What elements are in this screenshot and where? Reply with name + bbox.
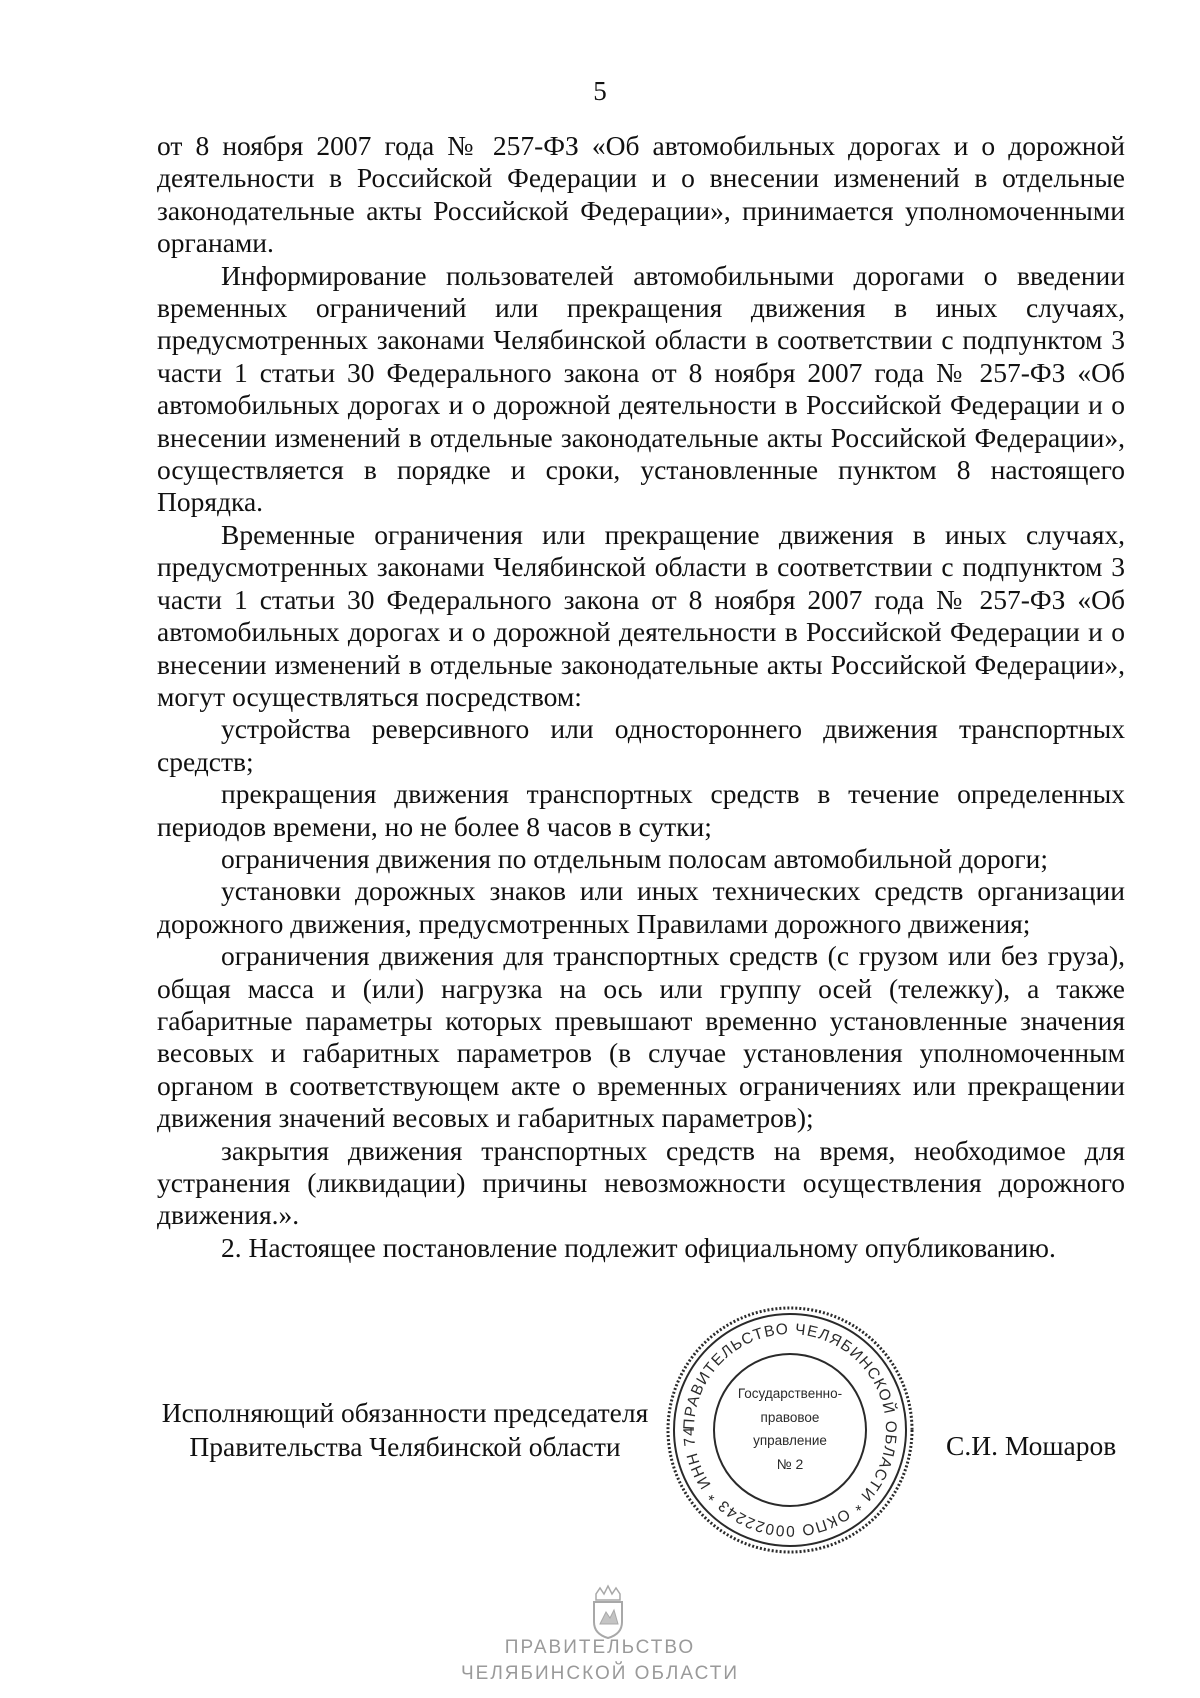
stamp-graphic	[660, 1300, 920, 1560]
signatory-name: С.И. Мошаров	[946, 1430, 1117, 1461]
watermark-line1: ПРАВИТЕЛЬСТВО	[504, 1637, 696, 1658]
stamp-center-line1: Государственно-	[737, 1386, 843, 1401]
watermark-line2: ЧЕЛЯБИНСКОЙ ОБЛАСТИ	[461, 1663, 739, 1684]
signatory-position	[140, 1396, 670, 1464]
list-item-weight-restriction: ограничения движения для транспортных средств (с грузом или без груза), общая масса и (или) нагрузка на ось или группу осей (тележку), а также габаритные параметры которых превышают временно установленные значения весовых и габаритных параметров (в случае установления уполномоченным органом в соответствующем акте о временных ограничениях или прекращении движения значений весовых и габаритных параметров);	[157, 940, 1125, 1134]
paragraph-continuation: от 8 ноября 2007 года № 257-ФЗ «Об автомобильных дорогах и о дорожной деятельности в Российской Федерации и о внесении изменений в отдельные законодательные акты Российской Федерации», принимается уполномоченными органами.	[157, 130, 1125, 259]
list-item-road-closure: закрытия движения транспортных средств на время, необходимое для устранения (ликвидации) причины невозможности осуществления дорожного движения.».	[157, 1134, 1125, 1231]
stamp-center-line4: № 2	[776, 1456, 804, 1472]
list-item-traffic-stop: прекращения движения транспортных средств в течение определенных периодов времени, но не более 8 часов в сутки;	[157, 778, 1125, 842]
list-item-road-signs: установки дорожных знаков или иных технических средств организации дорожного движения, предусмотренных Правилами дорожного движения;	[157, 875, 1125, 939]
stamp-center-line3: управление	[753, 1433, 827, 1448]
document-body	[157, 130, 1125, 1264]
signatory-position-line2: Правительства Челябинской области	[189, 1431, 621, 1462]
coat-of-arms-icon	[588, 1580, 628, 1640]
page-number: 5	[593, 76, 607, 106]
stamp-outer-ring	[668, 1308, 912, 1552]
stamp-ring-text: ПРАВИТЕЛЬСТВО ЧЕЛЯБИНСКОЙ ОБЛАСТИ * ОКПО 00022243 * ИНН 74	[680, 1320, 900, 1540]
official-stamp	[660, 1300, 920, 1560]
stamp-inner-ring	[714, 1354, 866, 1506]
list-item-reversible-traffic: устройства реверсивного или одностороннего движения транспортных средств;	[157, 713, 1125, 777]
signatory-position-line1: Исполняющий обязанности председателя	[161, 1397, 649, 1428]
paragraph-informing: Информирование пользователей автомобильными дорогами о введении временных ограничений или прекращения движения в иных случаях, предусмотренных законами Челябинской области в соответствии с подпунктом 3 части 1 статьи 30 Федерального закона от 8 ноября 2007 года № 257-ФЗ «Об автомобильных дорогах и о дорожной деятельности в Российской Федерации и о внесении изменений в отдельные законодательные акты Российской Федерации», осуществляется в порядке и сроки, установленные пунктом 8 настоящего Порядка.	[157, 259, 1125, 518]
paragraph-publication: 2. Настоящее постановление подлежит официальному опубликованию.	[221, 1231, 1056, 1263]
list-item-lane-restriction: ограничения движения по отдельным полосам автомобильной дороги;	[221, 842, 1048, 874]
stamp-ring	[674, 1314, 906, 1546]
paragraph-temporary-restrictions: Временные ограничения или прекращение движения в иных случаях, предусмотренных законами Челябинской области в соответствии с подпунктом 3 части 1 статьи 30 Федерального закона от 8 ноября 2007 года № 257-ФЗ «Об автомобильных дорогах и о дорожной деятельности в Российской Федерации и о внесении изменений в отдельные законодательные акты Российской Федерации», могут осуществляться посредством:	[157, 518, 1125, 712]
stamp-center-line2: правовое	[760, 1410, 820, 1425]
